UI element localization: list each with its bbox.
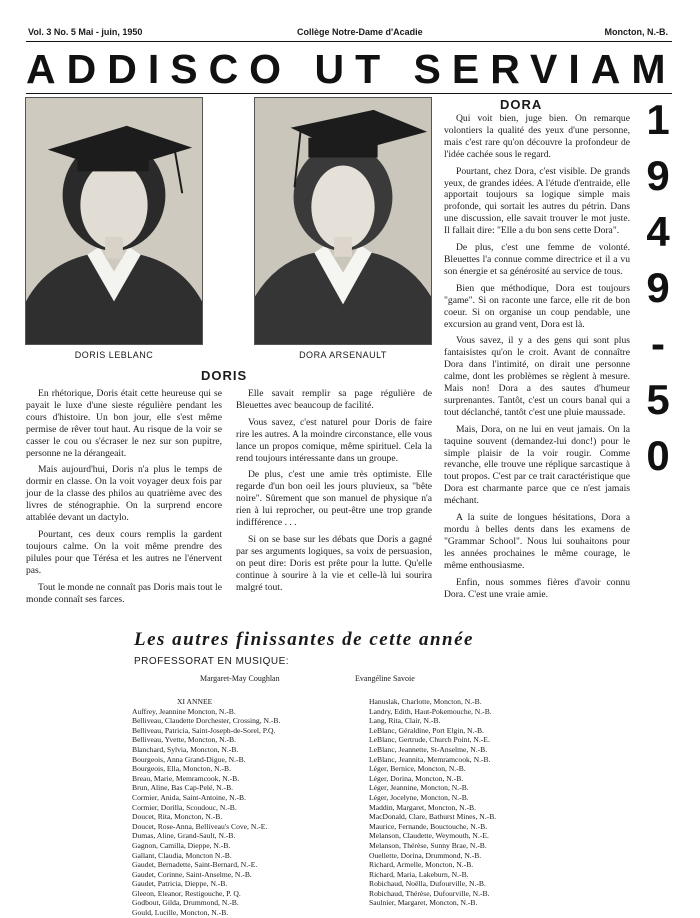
dora-paragraph: Vous savez, il y a des gens qui sont plus fantaisistes qu'on le croit. Avant de connaître Dora dans l'intimité, on dirait une personne calme, dont les problèmes se règlent à mesure. Mais non! Dora a des sautes d'humeur surprenantes. Tantôt, c'est un cours banal qui a tout déclanché, tantôt c'est une pluie maussade. [444,335,630,418]
list-item: Melanson, Claudette, Weymouth, N.-E. [369,831,489,841]
doris-paragraph: En rhétorique, Doris était cette heureuse qui se payait le luxe d'une sieste régulière pendant les cours d'histoire. Un bon jour, elle s'est même permise de rêver tout haut. Au risque de la voir se casser le cou ou s'écraser le nez sur son pupitre, personne ne la dérangeait. [26,388,222,459]
list-item: Gaudet, Patricia, Dieppe, N.-B. [132,879,228,889]
year-vertical [634,92,682,479]
list-item: Léger, Jocelyne, Moncton, N.-B. [369,792,469,802]
doris-paragraph: Pourtant, ces deux cours remplis la gardent toujours calme. On la voit même prendre des pilules pour que Térésa et les autres ne l'énervent pas. [26,528,222,576]
list-item: Maurice, Fernande, Bouctouche, N.-B. [369,821,488,831]
music-label: PROFESSORAT EN MUSIQUE: [134,656,290,667]
year-char: 4 [646,208,670,255]
list-item: Richard, Maria, Lakeburn, N.-B. [369,869,469,879]
year-char: 1 [646,96,670,143]
top-rule [26,41,672,42]
list-item: Robichaud, Thérèse, Dufourville, N.-B. [369,888,490,898]
list-item: Léger, Dorina, Moncton, N.-B. [369,773,464,783]
list-item: Cormier, Anida, Saint-Antoine, N.-B. [132,792,247,802]
year-char: 5 [646,376,670,423]
list-item: MacDonald, Clare, Bathurst Mines, N.-B. [369,812,497,822]
doris-paragraph: Vous savez, c'est naturel pour Doris de faire rire les autres. A la moindre circonstance, elle vous lance un propos comique, même spirituel. Cela la rend toujours intéressante dans un groupe. [236,416,432,464]
list-item: Belliveau, Claudette Dorchester, Crossing, N.-B. [132,716,281,726]
doris-column-1 [26,388,222,610]
dora-paragraph: Bien que méthodique, Dora est toujours "game". Si on raconte une farce, elle rit de bon coeur. Si on organise un coup pendable, une excursion au grand vent, Dora est là. [444,282,630,330]
list-item: Gaudet, Bernadette, Saint-Bernard, N.-E. [132,860,258,870]
graduates-list-left [132,697,360,918]
list-item: Gaudet, Corinne, Saint-Anselme, N.-B. [132,869,252,879]
year-char: - [651,320,665,367]
list-item: Gagnon, Camilla, Dieppe, N.-B. [132,840,231,850]
list-item: Blanchard, Sylvia, Moncton, N.-B. [132,744,239,754]
list-item: Auffrey, Jeannine Moncton, N.-B. [132,706,236,716]
list-item: Robichaud, Noëlla, Dufourville, N.-B. [369,879,486,889]
list-item: Belliveau, Yvette, Moncton, N.-B. [132,735,236,745]
year-char: 0 [646,432,670,479]
dora-paragraph: Qui voit bien, juge bien. On remarque volontiers la qualité des yeux d'une personne, mais c'est rare qu'on découvre la profondeur de l'idée cachée sous le regard. [444,113,630,160]
music-graduate: Margaret-May Coughlan [200,674,280,683]
doris-heading: DORIS [201,368,248,383]
list-item: Léger, Bernice, Moncton, N.-B. [369,764,466,774]
list-item: Godbout, Gilda, Drummond, N.-B. [132,898,239,908]
photo-dora [254,97,432,345]
photo-doris [25,97,203,345]
list-item: Gleeon, Eleanor, Restigouche, P. Q. [132,888,241,898]
newspaper-title: ADDISCO UT SERVIAM [26,46,677,92]
list-item: Landry, Edith, Haut-Pokemouche, N.-B. [369,706,492,716]
xi-header: XI ANNEE [177,697,213,706]
year-char: 9 [646,264,670,311]
dora-paragraph: Pourtant, chez Dora, c'est visible. De grands yeux, de grandes idées. A l'étude d'entraide, elle apportait toujours sa logique simple mais profonde, qui sortait les autres du pétrin. Dans une discussion, elle savait trouver le mot juste. Il fallait dire: "Elle a du bon sens cette Dora". [444,165,630,237]
doris-paragraph: Si on se base sur les débats que Doris a gagné par ses arguments logiques, sa voix de persuasion, on peut dire: Doris est prête pour la lutte. Qu'elle continue à sourire à la vie et celle-là lui sourira malgré tout. [236,533,432,593]
list-item: Gould, Lucille, Moncton, N.-B. [132,908,229,918]
caption-dora: DORA ARSENAULT [299,350,387,360]
dora-article [444,113,630,621]
list-item: Dumas, Aline, Grand-Sault, N.-B. [132,831,236,841]
others-title: Les autres finissantes de cette année [134,629,474,650]
list-item: Gallant, Claudia, Moncton N.-B. [132,850,232,860]
doris-column-2 [236,388,432,610]
graduates-list-right [369,697,599,908]
music-graduate: Evangéline Savoie [355,674,415,683]
masthead [28,27,668,39]
list-item: Breau, Marie, Memramcook, N.-B. [132,773,240,783]
list-item: LeBlanc, Gertrude, Church Point, N.-E. [369,735,490,745]
location: Moncton, N.-B. [604,27,668,37]
doris-paragraph: Elle savait remplir sa page régulière de Bleuettes avec beaucoup de facilité. [236,388,432,411]
list-item: Doucet, Rita, Moncton, N.-B. [132,812,223,822]
list-item: LeBlanc, Jeannita, Memramcook, N.-B. [369,754,491,764]
list-item: Lang, Rita, Clair, N.-B. [369,716,441,726]
dora-paragraph: Enfin, nous sommes fières d'avoir connu Dora. C'est une vraie amie. [444,576,630,600]
list-item: Cormier, Dorilla, Scoudouc, N.-B. [132,802,237,812]
caption-doris: DORIS LEBLANC [74,350,154,360]
list-item: Hanuslak, Charlotte, Moncton, N.-B. [369,697,482,706]
list-item: Brun, Aline, Bas Cap-Pelé, N.-B. [132,783,234,793]
list-item: LeBlanc, Géraldine, Port Elgin, N.-B. [369,725,484,735]
issue-info: Vol. 3 No. 5 Mai - juin, 1950 [28,27,143,37]
list-item: Bourgeois, Anna Grand-Digue, N.-B. [132,754,246,764]
dora-paragraph: Mais, Dora, on ne lui en veut jamais. On la taquine souvent (demandez-lui donc!) pour le simple plaisir de la voir rougir. Comme revanche, elle trouve une réplique sarcastique à tout propos. C'est par ce trait caractéristique que Dora est charmante parce que ce n'est jamais méchant. [444,423,630,507]
list-item: Ouellette, Dorina, Drummond, N.-B. [369,850,482,860]
list-item: Melanson, Thérèse, Sunny Brae, N.-B. [369,840,487,850]
list-item: Richard, Armelle, Moncton, N.-B. [369,860,474,870]
doris-paragraph: Tout le monde ne connaît pas Doris mais tout le monde connaît ses farces. [26,581,222,605]
year-char: 9 [646,152,670,199]
title-rule [26,93,672,94]
list-item: Doucet, Rose-Anna, Belliveau's Cove, N.-E. [132,821,268,831]
dora-paragraph: De plus, c'est une femme de volonté. Bleuettes l'a connue comme directrice et il a vu son énergie et sa générosité au service de tous. [444,242,630,277]
list-item: Maddin, Margaret, Moncton, N.-B. [369,802,476,812]
list-item: Léger, Jeannine, Moncton, N.-B. [369,783,469,793]
dora-paragraph: A la suite de longues hésitations, Dora a mordu à belles dents dans les examens de "Grammar School". Nous lui souhaitons pour les années prochaines le même courage, le même enthousiasme. [444,512,630,571]
doris-paragraph: Mais aujourd'hui, Doris n'a plus le temps de dormir en classe. On la voit voyager deux fois par jour de la classe des philos au quatrième avec des livres de sténographie. On la surprend encore attablée devant un dactylo. [26,464,222,524]
doris-paragraph: De plus, c'est une amie très optimiste. Elle regarde d'un bon oeil les jours pluvieux, sa "bête noire". Sûrement que son manuel de physique n'a rien à lui reprocher, ou peut-être une trop grande indifférence . . . [236,469,432,529]
list-item: Saulnier, Margaret, Moncton, N.-B. [369,898,478,908]
list-item: Belliveau, Patricia, Saint-Joseph-de-Sorel, P.Q. [132,725,276,735]
dora-heading: DORA [500,97,543,112]
list-item: LeBlanc, Jeannette, St-Anselme, N.-B. [369,744,488,754]
list-item: Bourgeois, Ella, Moncton, N.-B. [132,764,231,774]
school-name: Collège Notre-Dame d'Acadie [297,27,423,37]
